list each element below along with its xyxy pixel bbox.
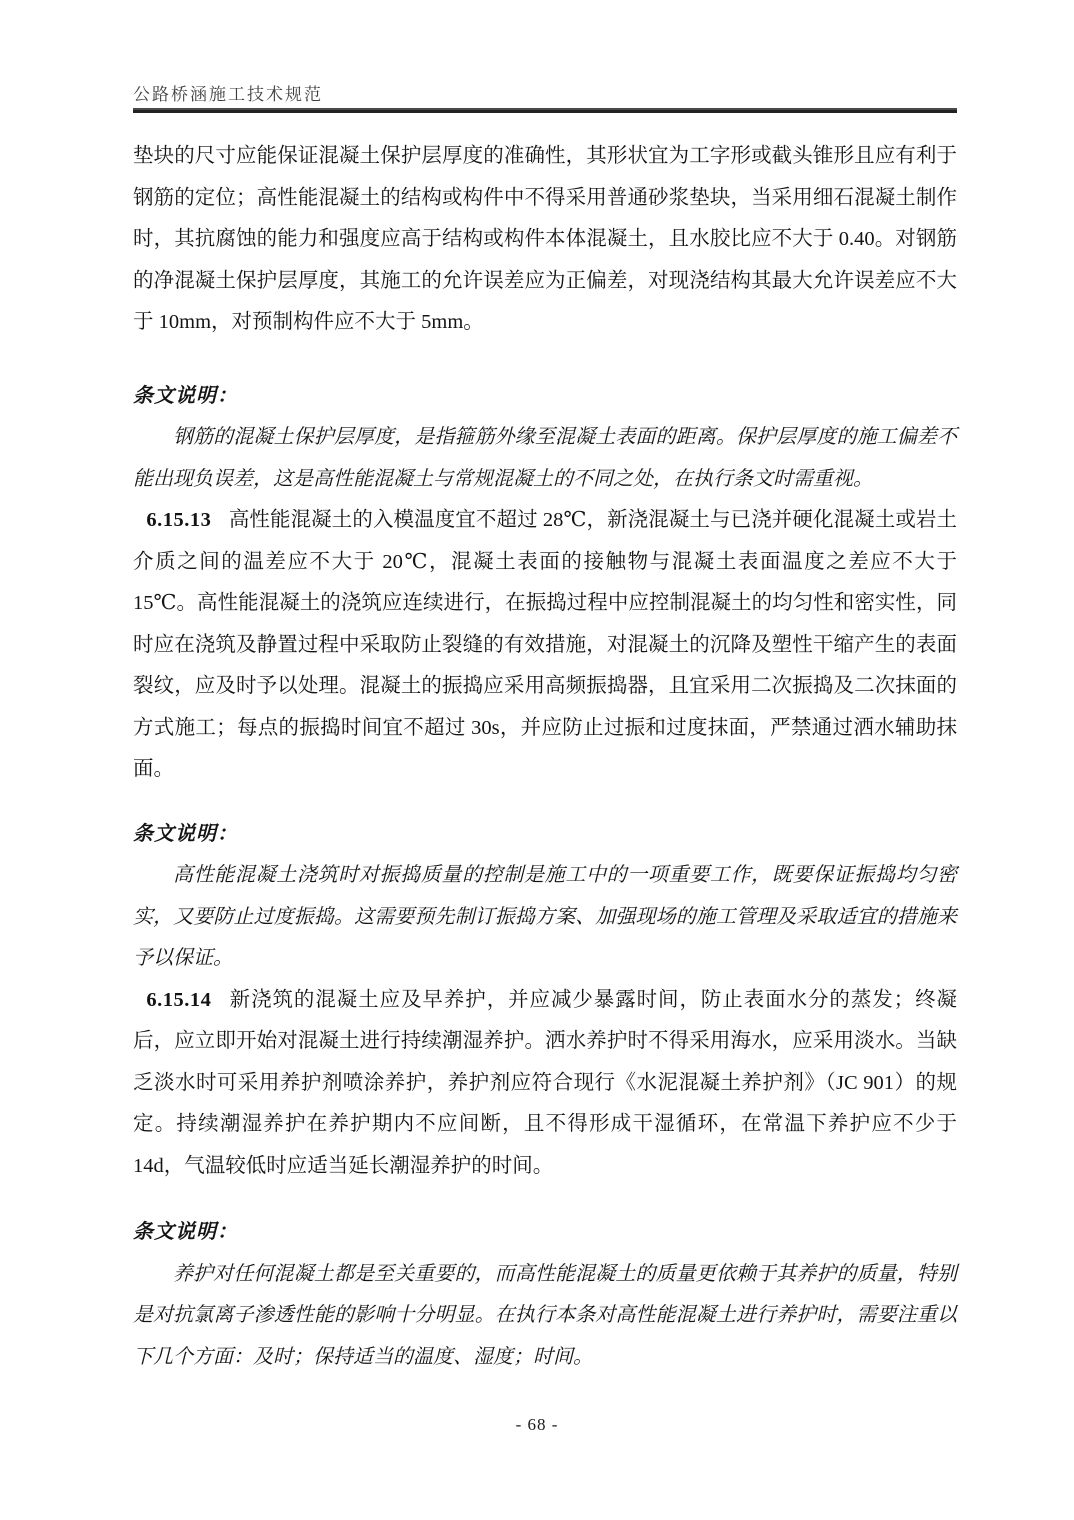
commentary-text: 高性能混凝土浇筑时对振捣质量的控制是施工中的一项重要工作，既要保证振捣均匀密实，又要防止过度振捣。这需要预先制订振捣方案、加强现场的施工管理及采取适宜的措施来予以保证。 bbox=[133, 864, 957, 969]
commentary-heading: 条文说明： bbox=[133, 822, 238, 845]
clause-6-15-14 bbox=[133, 980, 957, 1188]
clause-number: 6.15.14 bbox=[146, 988, 212, 1011]
clause-6-15-13 bbox=[133, 500, 957, 791]
commentary-heading: 条文说明： bbox=[133, 1221, 238, 1243]
clause-number: 6.15.13 bbox=[146, 509, 212, 531]
header-rule bbox=[133, 108, 957, 113]
clause-text: 新浇筑的混凝土应及早养护，并应减少暴露时间，防止表面水分的蒸发；终凝后，应立即开始对混凝土进行持续潮湿养护。洒水养护时不得采用海水，应采用淡水。当缺乏淡水时可采用养护剂喷涂养护，养护剂应符合现行《水泥混凝土养护剂》（JC 901）的规定。持续潮湿养护在养护期内不应间断，且不得形成干湿循环，在常温下养护应不少于14d，气温较低时应适当延长潮湿养护的时间。 bbox=[133, 988, 957, 1177]
commentary-heading: 条文说明： bbox=[133, 384, 238, 407]
intro-paragraph: 垫块的尺寸应能保证混凝土保护层厚度的准确性，其形状宜为工字形或截头锥形且应有利于钢筋的定位；高性能混凝土的结构或构件中不得采用普通砂浆垫块，当采用细石混凝土制作时，其抗腐蚀的能力和强度应高于结构或构件本体混凝土，且水胶比应不大于 0.40。对钢筋的净混凝土保护层厚度，其施工的允许误差应为正偏差，对现浇结构其最大允许误差应不大于 10mm，对预制构件应不大于 5mm。 bbox=[133, 145, 957, 333]
document-body bbox=[133, 136, 957, 1378]
page-header bbox=[133, 84, 957, 113]
clause-text: 高性能混凝土的入模温度宜不超过 28℃，新浇混凝土与已浇并硬化混凝土或岩土介质之间的温差应不大于 20℃，混凝土表面的接触物与混凝土表面温度之差应不大于15℃。高性能混凝土的浇筑应连续进行，在振捣过程中应控制混凝土的均匀性和密实性，同时应在浇筑及静置过程中采取防止裂缝的有效措施，对混凝土的沉降及塑性干缩产生的表面裂纹，应及时予以处理。混凝土的振捣应采用高频振捣器，且宜采用二次振捣及二次抹面的方式施工；每点的振捣时间宜不超过 30s，并应防止过振和过度抹面，严禁通过洒水辅助抹面。 bbox=[133, 509, 957, 780]
header-title: 公路桥涵施工技术规范 bbox=[133, 85, 323, 104]
commentary-block-3 bbox=[133, 1212, 957, 1378]
commentary-text: 钢筋的混凝土保护层厚度，是指箍筋外缘至混凝土表面的距离。保护层厚度的施工偏差不能出现负误差，这是高性能混凝土与常规混凝土的不同之处，在执行条文时需重视。 bbox=[133, 426, 957, 490]
commentary-text: 养护对任何混凝土都是至关重要的，而高性能混凝土的质量更依赖于其养护的质量，特别是对抗氯离子渗透性能的影响十分明显。在执行本条对高性能混凝土进行养护时，需要注重以下几个方面：及时；保持适当的温度、湿度；时间。 bbox=[133, 1262, 957, 1368]
commentary-block-2 bbox=[133, 814, 957, 980]
commentary-block-1 bbox=[133, 376, 957, 501]
page-number: - 68 - bbox=[515, 1415, 559, 1434]
